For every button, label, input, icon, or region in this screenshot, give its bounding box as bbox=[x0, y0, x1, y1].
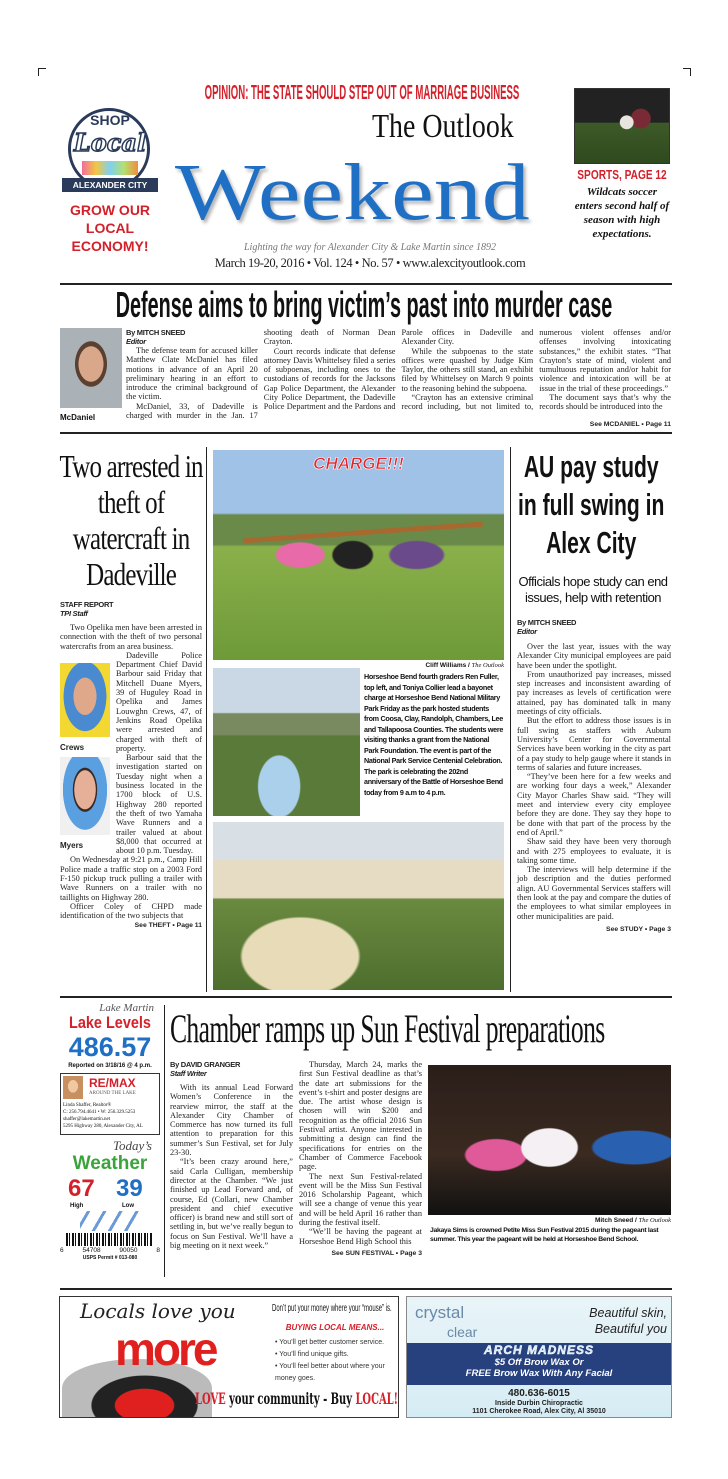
tagline: Lighting the way for Alexander City & Lake Martin since 1892 bbox=[243, 242, 496, 253]
crystal-clear-ad[interactable]: crystal clear Beautiful skin, Beautiful you ARCH MADNESS $5 Off Brow Wax Or FREE Brow Wax With Any Facial 480.636-6015 Inside Durbin Chiropractic 1101 Cherokee Road, Alex City, Al 35010 bbox=[406, 1296, 672, 1418]
study-jump-link[interactable]: See STUDY • Page 3 bbox=[606, 925, 671, 933]
dateline: March 19-20, 2016 • Vol. 124 • No. 57 • www.alexcityoutlook.com bbox=[214, 256, 526, 270]
au-headline[interactable] bbox=[513, 448, 669, 562]
crews-photo bbox=[60, 663, 110, 737]
opinion-teaser-text: OPINION: THE STATE SHOULD STEP OUT OF MARRIAGE BUSINESS bbox=[204, 82, 520, 104]
theft-story-body: Two Opelika men have been arrested in connection with the theft of two personal watercrafts from an area business. Crews Dadeville Police Department Chief David Barbour said Friday that Mitchell Duane Myers, 39 of Huguley Road in Opelika and James Louwghn Crews, 47, of Jenkins Road Opelika were arrested and charged with theft of property. Myers Barbour said that the investigation started on Tuesday night when a business located in the 1700 block of U.S. Highway 280 reported the theft of two Yamaha Wave Runners and a trailer valued at about $8,000 that occurred at about 10 p.m. Tuesday. On Wednesday at 9:21 p.m., Camp Hill Police made a traffic stop on a 2003 Ford F-150 pickup truck pulling a trailer with Wave Runners on a trailer with no taillights on Highway 280. Officer Coley of CHPD made identification of the two subjects that See THEFT • Page 11 bbox=[60, 623, 202, 929]
high-temp: 67 bbox=[68, 1175, 95, 1202]
au-byline: By MITCH SNEED Editor bbox=[517, 618, 577, 636]
usps-permit: USPS Permit # 013-080 bbox=[82, 1255, 138, 1261]
barcode bbox=[66, 1233, 152, 1246]
divider bbox=[164, 1005, 165, 1277]
theft-headline[interactable] bbox=[57, 448, 205, 592]
myers-caption: Myers bbox=[60, 840, 84, 850]
low-temp: 39 bbox=[116, 1175, 143, 1202]
grow-local-slogan: GROW OUR LOCAL ECONOMY! bbox=[69, 202, 151, 254]
crews-photo-wrap bbox=[60, 663, 112, 755]
mcdaniel-photo bbox=[60, 328, 122, 408]
cannon-photo[interactable] bbox=[213, 668, 360, 816]
pageant-caption: Jakaya Sims is crowned Petite Miss Sun Festival 2015 during the pageant last summer. This year the pageant will be held at Horseshoe Bend School. bbox=[430, 1227, 659, 1243]
lead-headline-text: Defense aims to bring victim’s past into murder case bbox=[115, 284, 613, 325]
charge-overlay-text: CHARGE!!! bbox=[313, 454, 404, 473]
buy-local-slogan: LOVE your community - Buy LOCAL! bbox=[195, 1389, 398, 1408]
myers-photo bbox=[60, 757, 110, 835]
soccer-photo[interactable] bbox=[574, 88, 670, 164]
sports-teaser-label: SPORTS, PAGE 12 bbox=[577, 167, 667, 182]
divider bbox=[60, 432, 672, 434]
divider bbox=[60, 1288, 672, 1290]
theft-byline: STAFF REPORT TPI Staff bbox=[60, 600, 114, 618]
bayonet-charge-photo[interactable] bbox=[213, 450, 504, 660]
barcode-digits: 6 54708 90050 8 bbox=[60, 1247, 160, 1254]
divider bbox=[510, 447, 511, 992]
photo-credit: Cliff Williams / The Outlook bbox=[425, 662, 504, 669]
lead-story bbox=[126, 328, 671, 434]
masthead-weekend: Weekend bbox=[175, 149, 530, 237]
masthead-the-outlook: The Outlook bbox=[372, 108, 514, 145]
shop-local-logo: SHOP Local ALEXANDER CITY bbox=[60, 106, 160, 198]
mcdaniel-caption: McDaniel bbox=[60, 413, 96, 422]
divider bbox=[206, 447, 207, 992]
weather-box: Today’s Weather 67 39 High Low bbox=[60, 1138, 160, 1232]
theft-headline-text: Two arrested in theft of watercraft in Dadeville bbox=[59, 448, 203, 592]
photo-credit: Mitch Sneed / The Outlook bbox=[594, 1217, 671, 1224]
encampment-photo[interactable] bbox=[213, 822, 504, 990]
crop-mark bbox=[683, 68, 691, 76]
remax-ad[interactable]: RE/MAX AROUND THE LAKE Linda Shaffer, Realtor® C: 256.794.4641 • W: 256.329.5253 shaffer@lakemartin.net 5295 Highway 280, Alexander City, AL bbox=[60, 1073, 160, 1135]
sun-festival-jump-link[interactable]: See SUN FESTIVAL • Page 3 bbox=[331, 1249, 422, 1257]
pageant-photo[interactable] bbox=[428, 1065, 671, 1215]
lake-level-value: 486.57 bbox=[68, 1032, 152, 1062]
buy-local-ad[interactable]: Locals love you more Don’t put your money where your “mouse” is. BUYING LOCAL MEANS... • You’ll get better customer service. • You’ll find unique gifts. • You’ll feel better about where your money goes. LOVE your community - Buy LOCAL! bbox=[59, 1296, 399, 1418]
photo-caption: Horseshoe Bend fourth graders Ren Fuller, top left, and Toniya Collier lead a bayonet charge at Horseshoe Bend National Military Park Friday as the park hosted students from Coosa, Clay, Randolph, Chambers, Lee and Tallapoosa Counties. The students were visiting thanks a grant from the National Park Foundation. The event is part of the National Park Service Centenial Celebration. The park is celebrating the 202nd anniversary of the Battle of Horseshoe Bend today from 9 a.m to 4 p.m. bbox=[364, 672, 504, 797]
myers-photo-wrap bbox=[60, 757, 112, 855]
divider bbox=[60, 996, 672, 998]
lead-story-body: By MITCH SNEED Editor The defense team for accused killer Matthew Clate McDaniel has filed motions in advance of an April 20 preliminary hearing in an effort to introduce the criminal background of the victim. McDaniel, 33, of Dadeville is charged with murder in the Jan. 17 shooting death of Norman Dean Crayton. Court records indicate that defense attorney Davis Whittelsey filed a series of subpoenas, including ones to the custodians of records for the Jacksons Gap Police Department, the Alexander City Police Department, the Dadeville Police Department and the Pardons and Parole offices in Dadeville and Alexander City. While the subpoenas to the state offices were quashed by Judge Kim Taylor, the others still stand, an exhibit filed by Whittelsey on March 9 points to the reasoning behind the subpoena. “Crayton has an extensive criminal record including, but not limited to, numerous violent offenses and/or offenses involving intoxicating substances,” the exhibit states. “That Crayton’s state of mind, violent and tumultuous reputation and/or habit for violence and intoxication will be at issue in the trial of these proceedings.” The document says that’s why the records should be introduced into the bbox=[126, 328, 671, 421]
lake-levels-box: Lake Martin Lake Levels 486.57 Reported on 3/18/16 @ 4 p.m. bbox=[58, 1002, 162, 1070]
masthead[interactable] bbox=[175, 107, 565, 240]
au-subhead: Officials hope study can end issues, help with retention bbox=[518, 574, 668, 605]
chamber-story-col1: By DAVID GRANGER Staff Writer With its annual Lead Forward Women’s Conference in the rearview mirror, the staff at the Alexander City Chamber of Commerce has now turned its full attention to preparation for this summer’s Sun Festival, set for July 23-30. “It’s been crazy around here,” said Carla Culligan, membership director at the Chamber. “We just finished up Lead Forward and, of course, Ed (Collari, new Chamber president and chief executive officer) is brand new and still sort of settling in, but we’ve really begun to focus on Sun Festival. We’ll have a big meeting on it next week.” bbox=[170, 1060, 293, 1251]
chamber-headline[interactable] bbox=[170, 1005, 605, 1053]
mcdaniel-jump-link[interactable]: See MCDANIEL • Page 11 bbox=[589, 421, 671, 429]
au-headline-text: AU pay study in full swing in Alex City bbox=[518, 449, 665, 560]
crop-mark bbox=[38, 68, 46, 76]
sports-teaser-blurb: Wildcats soccer enters second half of season with high expectations. bbox=[574, 186, 670, 240]
rain-icon bbox=[80, 1211, 140, 1231]
au-story-body: Over the last year, issues with the way Alexander City municipal employees are paid have been under the spotlight. From unauthorized pay increases, missed step increases and inconsistent awarding of pay increases as levels of certification were attained, pay has dominated talk in many meetings of city officials. But the effort to address those issues is in full swing as staffers with Auburn University’s Center for Governmental Services have been working in the city as part of a pay study to help gauge where it stands in terms of salaries and future increases. “They’ve been here for a few weeks and are working four days a week,” Alexander City Mayor Charles Shaw said. “They will meet and interview every city employee before they are done. They say they hope to be done with that part of the process by the end of April.” Shaw said they have been very thorough and with 275 employees to evaluate, it is taking some time. The interviews will help determine if the job description and the duties performed align. AU Governmental Services staffers will then look at the pay and compare the duties of the employees to what similar employees in other municipalities are paid. See STUDY • Page 3 bbox=[517, 642, 671, 933]
chamber-story-col2: Thursday, March 24, marks the first Sun Festival deadline as that’s the date art submissions for the event’s t-shirt and poster designs are due. The artist whose design is chosen will win $200 and recognition as the official 2016 Sun Festival artist. Anyone interested in submitting a design can find the specifications for entries on the Chamber of Commerce Facebook page. The next Sun Festival-related event will be the Miss Sun Festival 2016 Scholarship Pageant, which will see a change of venue this year and will be held April 16 rather than during the festival itself. “We’ll be having the pageant at Horseshoe Bend High School this See SUN FESTIVAL • Page 3 bbox=[299, 1060, 422, 1257]
crews-caption: Crews bbox=[60, 742, 85, 752]
chamber-headline-text: Chamber ramps up Sun Festival preparations bbox=[170, 1006, 605, 1051]
theft-jump-link[interactable]: See THEFT • Page 11 bbox=[134, 921, 202, 929]
